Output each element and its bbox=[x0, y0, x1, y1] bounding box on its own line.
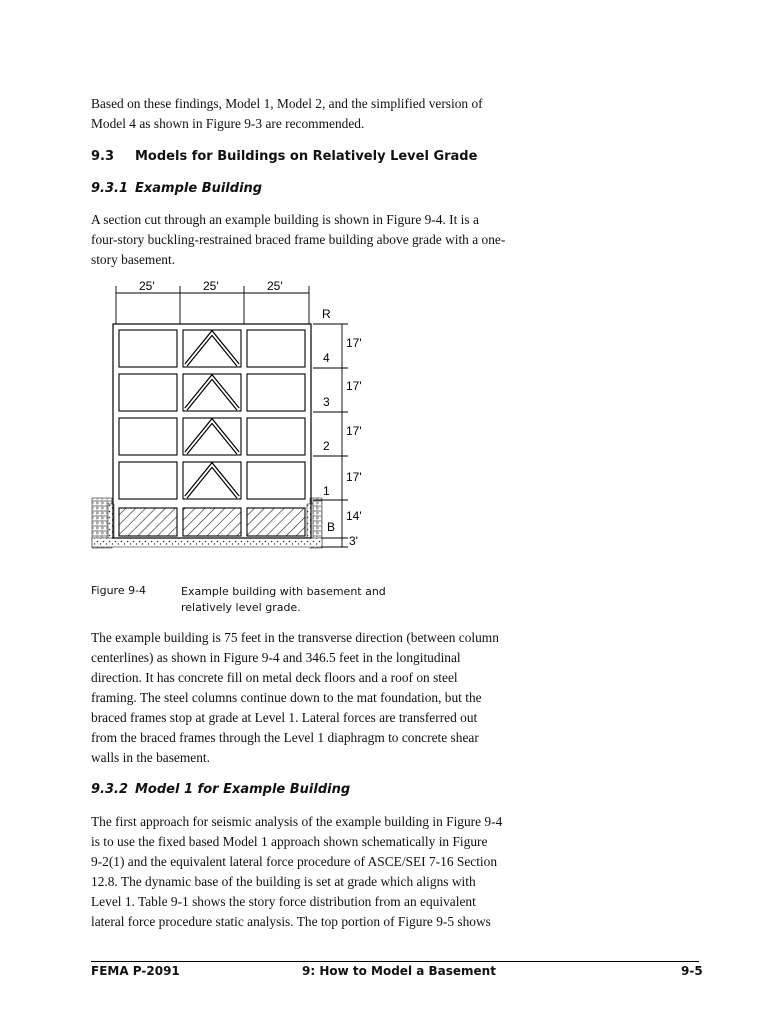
mat-thickness: 3' bbox=[349, 534, 358, 548]
building-description-paragraph: The example building is 75 feet in the transverse direction (between column centerlines) as shown in Figure 9-4 and 346.5 feet in the longitudinal direction. It has concrete fill on metal deck floors and a roof on steel framing. The steel columns continue down to the mat foundation, but the braced frames stop at grade at Level 1. Lateral forces are transferred out from the braced frames through the Level 1 diaphragm to concrete shear walls in the basement. bbox=[91, 630, 499, 765]
footer-rule bbox=[91, 961, 699, 962]
figure-caption-text: Example building with basement and relatively level grade. bbox=[181, 585, 386, 614]
subsection-heading-9-3-2: 9.3.2 Model 1 for Example Building bbox=[91, 782, 351, 797]
footer-chapter-title: 9: How to Model a Basement bbox=[302, 964, 496, 978]
story-height-1: 17' bbox=[346, 470, 362, 484]
page-number: 9-5 bbox=[681, 964, 703, 978]
story-height-2: 17' bbox=[346, 424, 362, 438]
story-height-3: 17' bbox=[346, 379, 362, 393]
figure-caption-label: Figure 9-4 bbox=[91, 584, 147, 597]
bay-width-1: 25' bbox=[139, 279, 155, 293]
level-label-b: B bbox=[327, 520, 336, 534]
intro-paragraph: Based on these findings, Model 1, Model 2, and the simplified version of Model 4 as shown in Figure 9-3 are recommended. bbox=[91, 96, 483, 131]
subsection-heading-9-3-1: 9.3.1 Example Building bbox=[91, 181, 263, 196]
level-label-1: 1 bbox=[323, 484, 330, 498]
footer-publication: FEMA P-2091 bbox=[91, 964, 180, 978]
basement-wall-right bbox=[307, 504, 313, 538]
mat-foundation bbox=[92, 538, 322, 547]
floor-panels bbox=[119, 330, 305, 499]
level-label-4: 4 bbox=[323, 351, 330, 365]
story-height-4: 17' bbox=[346, 336, 362, 350]
level-label-r: R bbox=[322, 307, 331, 321]
story-height-b: 14' bbox=[346, 509, 362, 523]
level-label-2: 2 bbox=[323, 439, 330, 453]
example-building-paragraph: A section cut through an example building is shown in Figure 9-4. It is a four-story buckling-restrained braced frame building above grade with a one- story basement. bbox=[91, 212, 506, 267]
basement-panels bbox=[119, 508, 305, 536]
level-label-3: 3 bbox=[323, 395, 330, 409]
model1-paragraph: The first approach for seismic analysis of the example building in Figure 9-4 is to use the fixed based Model 1 approach shown schematically in Figure 9-2(1) and the equivalent lateral force procedure of ASCE/SEI 7-16 Section 12.8. The dynamic base of the building is set at grade which aligns with Level 1. Table 9-1 shows the story force distribution from an equivalent lateral force procedure static analysis. The top portion of Figure 9-5 shows bbox=[91, 814, 503, 929]
bay-width-3: 25' bbox=[267, 279, 283, 293]
bay-width-2: 25' bbox=[203, 279, 219, 293]
section-heading-9-3: 9.3 Models for Buildings on Relatively Level Grade bbox=[91, 149, 478, 164]
